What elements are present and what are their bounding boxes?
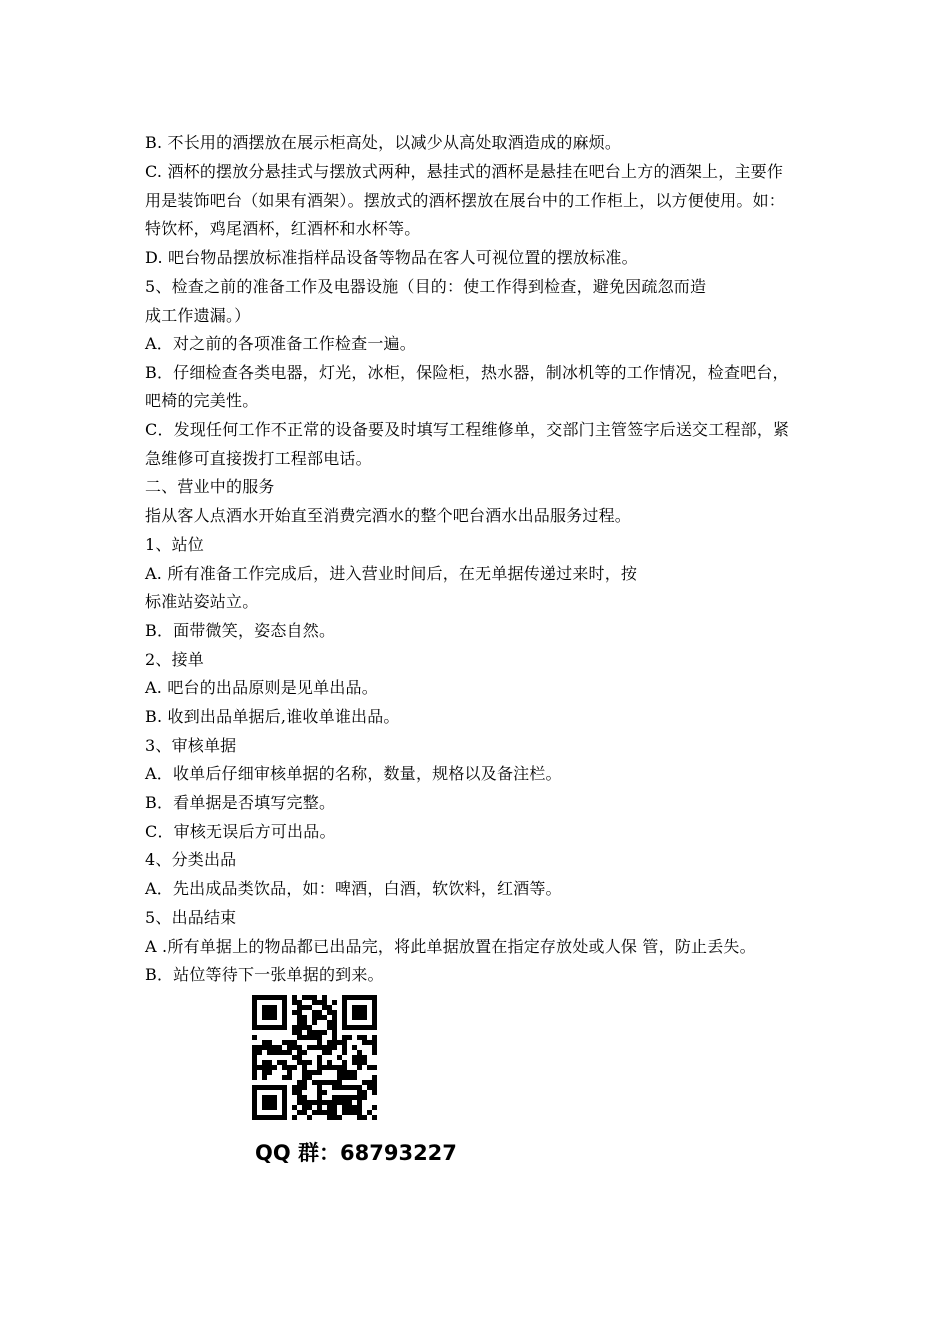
text-line: B．面带微笑，姿态自然。 [145, 621, 336, 640]
text-line: 5、检查之前的准备工作及电器设施（目的：使工作得到检查，避免因疏忽而造 [145, 277, 707, 296]
text-line: C．审核无误后方可出品。 [145, 822, 336, 841]
qq-group-label: QQ 群：68793227 [255, 1141, 457, 1165]
text-line: 1、站位 [145, 535, 204, 554]
text-line: 4、分类出品 [145, 850, 237, 869]
text-line: 特饮杯，鸡尾酒杯，红酒杯和水杯等。 [145, 219, 421, 238]
text-line: B. 不长用的酒摆放在展示柜高处，以减少从高处取酒造成的麻烦。 [145, 133, 622, 152]
text-line: 成工作遗漏。） [145, 306, 251, 325]
text-line: B．仔细检查各类电器，灯光，冰柜，保险柜，热水器，制冰机等的工作情况，检查吧台， [145, 363, 789, 382]
text-line: A. 所有准备工作完成后，进入营业时间后，在无单据传递过来时，按 [145, 564, 638, 583]
text-line: C．发现任何工作不正常的设备要及时填写工程维修单，交部门主管签字后送交工程部，紧 [145, 420, 790, 439]
text-line: A. 吧台的出品原则是见单出品。 [145, 678, 378, 697]
text-line: 吧椅的完美性。 [145, 391, 259, 410]
text-line: B．看单据是否填写完整。 [145, 793, 336, 812]
text-line: 3、审核单据 [145, 736, 237, 755]
text-line: A．先出成品类饮品，如：啤酒，白酒，软饮料，红酒等。 [145, 879, 562, 898]
text-line: A．收单后仔细审核单据的名称，数量，规格以及备注栏。 [145, 764, 562, 783]
text-line: A .所有单据上的物品都已出品完，将此单据放置在指定存放处或人保 管，防止丢失。 [145, 937, 756, 956]
text-line: 5、出品结束 [145, 908, 237, 927]
text-line: B. 收到出品单据后,谁收单谁出品。 [145, 707, 400, 726]
text-line: 2、接单 [145, 650, 204, 669]
text-line: C. 酒杯的摆放分悬挂式与摆放式两种，悬挂式的酒杯是悬挂在吧台上方的酒架上，主要作 [145, 162, 784, 181]
qr-code-icon [252, 995, 377, 1120]
text-line: B．站位等待下一张单据的到来。 [145, 965, 384, 984]
text-line: 标准站姿站立。 [145, 592, 259, 611]
text-line: 指从客人点酒水开始直至消费完酒水的整个吧台酒水出品服务过程。 [145, 506, 632, 525]
text-line: 用是装饰吧台（如果有酒架）。摆放式的酒杯摆放在展台中的工作柜上，以方便使用。如： [145, 191, 786, 210]
text-line: D. 吧台物品摆放标准指样品设备等物品在客人可视位置的摆放标准。 [145, 248, 638, 267]
text-line: 二、营业中的服务 [145, 477, 275, 496]
text-line: A．对之前的各项准备工作检查一遍。 [145, 334, 416, 353]
text-line: 急维修可直接拨打工程部电话。 [145, 449, 372, 468]
